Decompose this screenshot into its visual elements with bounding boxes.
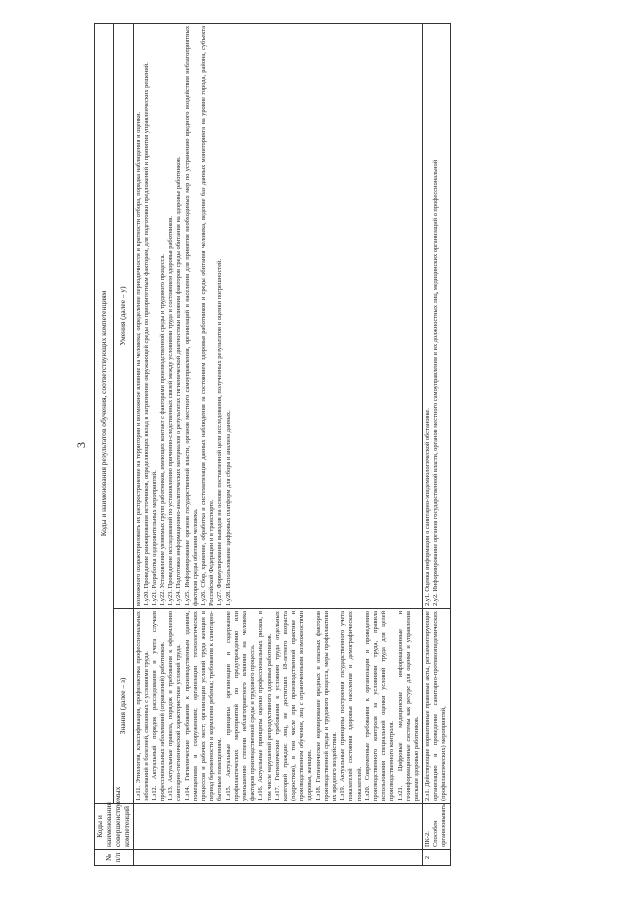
competence-cell: ПК-2. Способен организовывать (423, 804, 451, 850)
knowledge-item: 1.з13. Актуальные правила, порядок и требования к оформлению санитарно-гигиенической характеристики условий труда. (167, 611, 183, 801)
skill-item: 1.у21. Разработка оздоровительных мероприятий. (150, 470, 158, 606)
rotated-content (72, 24, 589, 866)
knowledge-item: 1.з19. Актуальные принципы построения государственного учета показателей состояния здоровья населения и демографических показателей. (339, 611, 363, 801)
skill-item: 1.у26. Сбор, хранение, обработка и систематизация данных наблюдения за состоянием здоровья работников и среды обитания человека, ведение баз данных мониторинга на уровне города, района, субъекта Российской Федерации и в транспорте. (200, 25, 216, 606)
header-number: № п/п (95, 850, 134, 866)
skill-item: возможного охарактеризовать их распространение на территории и возможное влияние на человека; определение периодичности и кратности отбора, порядка наблюдения и оценки. (134, 111, 142, 606)
competence-cell (133, 804, 423, 850)
skill-item: 1.у27. Формулирование выводов на основе поставленной цели исследования, полученных результатов и оценки погрешностей. (216, 258, 224, 606)
knowledge-cell (423, 609, 451, 804)
row-number: 2 (423, 850, 451, 866)
knowledge-item: 1.з20. Современные требования к организации и проведению производственного контроля за условиями труда, правила использования специальной оценки условий труда для целей производственного контроля. (363, 611, 396, 801)
knowledge-item: 1.з15. Актуальные принципы организации и содержание профилактических мероприятий по предупреждению или уменьшению степени неблагоприятного влияния на человека факторов производственной среды и трудового процесса. (224, 611, 257, 801)
competency-table (94, 23, 451, 866)
knowledge-item: 1.з12. Актуальный порядок расследования и учета случаев профессиональных заболеваний (отравлений) работников. (150, 611, 167, 801)
skill-item: 1.у20. Проведение ранжирования источников, определяющих вклад в загрязнение окружающей среды по приоритетным факторам, для подготовки предложений и принятия управленческих решений. (142, 62, 150, 606)
header-row-1 (95, 23, 114, 865)
header-skills: Умения (далее – у) (114, 23, 133, 608)
page-number: 3 (74, 442, 88, 448)
knowledge-item: 1.з11. Этиология, классификация, профилактика профессиональных заболеваний и болезней, связанных с условиями труда. (134, 611, 150, 801)
knowledge-item: 2.з1. Действующие нормативные правовые акты, регламентирующие организацию и проведение санитарно-противоэпидемических (профилактических) мероприятий, (424, 611, 448, 801)
knowledge-item: 1.з14. Гигиенические требования к производственным зданиям, помещениям и сооружениям; организации технологических процессов и рабочих мест; организации условий труда женщин в период беременности и кормления ребенка; требования к санитарно-бытовым помещениям. (183, 611, 224, 801)
row-number (133, 850, 423, 866)
skill-item: 1.у24. Подготовка информационно-аналитических материалов о результатах гигиенической диагностики влияния факторов среды обитания на здоровье работников. (175, 156, 183, 606)
skill-item: 2.у2. Информирование органов государственной власти, органов местного самоуправления и их должностных лиц, медицинских организаций о профессиональной (432, 159, 440, 606)
header-row-2 (114, 23, 133, 865)
skill-item: 1.у25. Информирование органов государственной власти, органов местного самоуправления, организаций и населения для принятия необходимых мер по устранению вредного воздействия неблагоприятных факторов среды обитания человека. (183, 25, 199, 606)
knowledge-item: 1.з21. Цифровые медицинские информационные и геоинформационные системы как ресурс для оценки и управления рисками здоровью работников. (396, 611, 420, 801)
header-knowledge: Знания (далее – з) (114, 609, 133, 804)
header-competence: Коды и наименования совершенствуемых компетенций (95, 804, 134, 850)
knowledge-item: 1.з17. Гигиенические требования к условиям труда отдельных категорий граждан: лиц, не достигших 18-летнего возраста (подростков), в том числе при производственной практике и производственном обучении, лиц с ограниченными возможностями здоровья, женщин. (273, 611, 314, 801)
skills-cell (423, 23, 451, 608)
skill-item: 1.у23. Проведение исследований по установлению причинно-следственных связей между условиями труда и состоянием здоровья работников. (167, 216, 175, 606)
table-row (423, 23, 451, 865)
knowledge-item: 1.з16. Актуальные принципы оценки профессиональных рисков, в том числе нарушений репродуктивного здоровья работников. (257, 611, 273, 801)
skill-item: 1.у28. Использование цифровых платформ для сбора и анализа данных. (224, 410, 232, 606)
skills-cell (133, 23, 423, 608)
knowledge-cell (133, 609, 423, 804)
header-results-group: Коды и наименования результатов обучения, соответствующих компетенциям (95, 23, 114, 803)
skill-item: 1.у22. Установление уязвимых групп работников, имеющих контакт с факторами производственной среды и трудового процесса. (159, 253, 167, 606)
knowledge-item: 1.з18. Гигиеническое нормирование вредных и опасных факторов производственной среды и трудового процесса, меры профилактики их вредного воздействия. (314, 611, 338, 801)
skill-item: 2.у1. Оценка информации о санитарно-эпидемиологической обстановке. (424, 408, 432, 606)
table-row (133, 23, 423, 865)
